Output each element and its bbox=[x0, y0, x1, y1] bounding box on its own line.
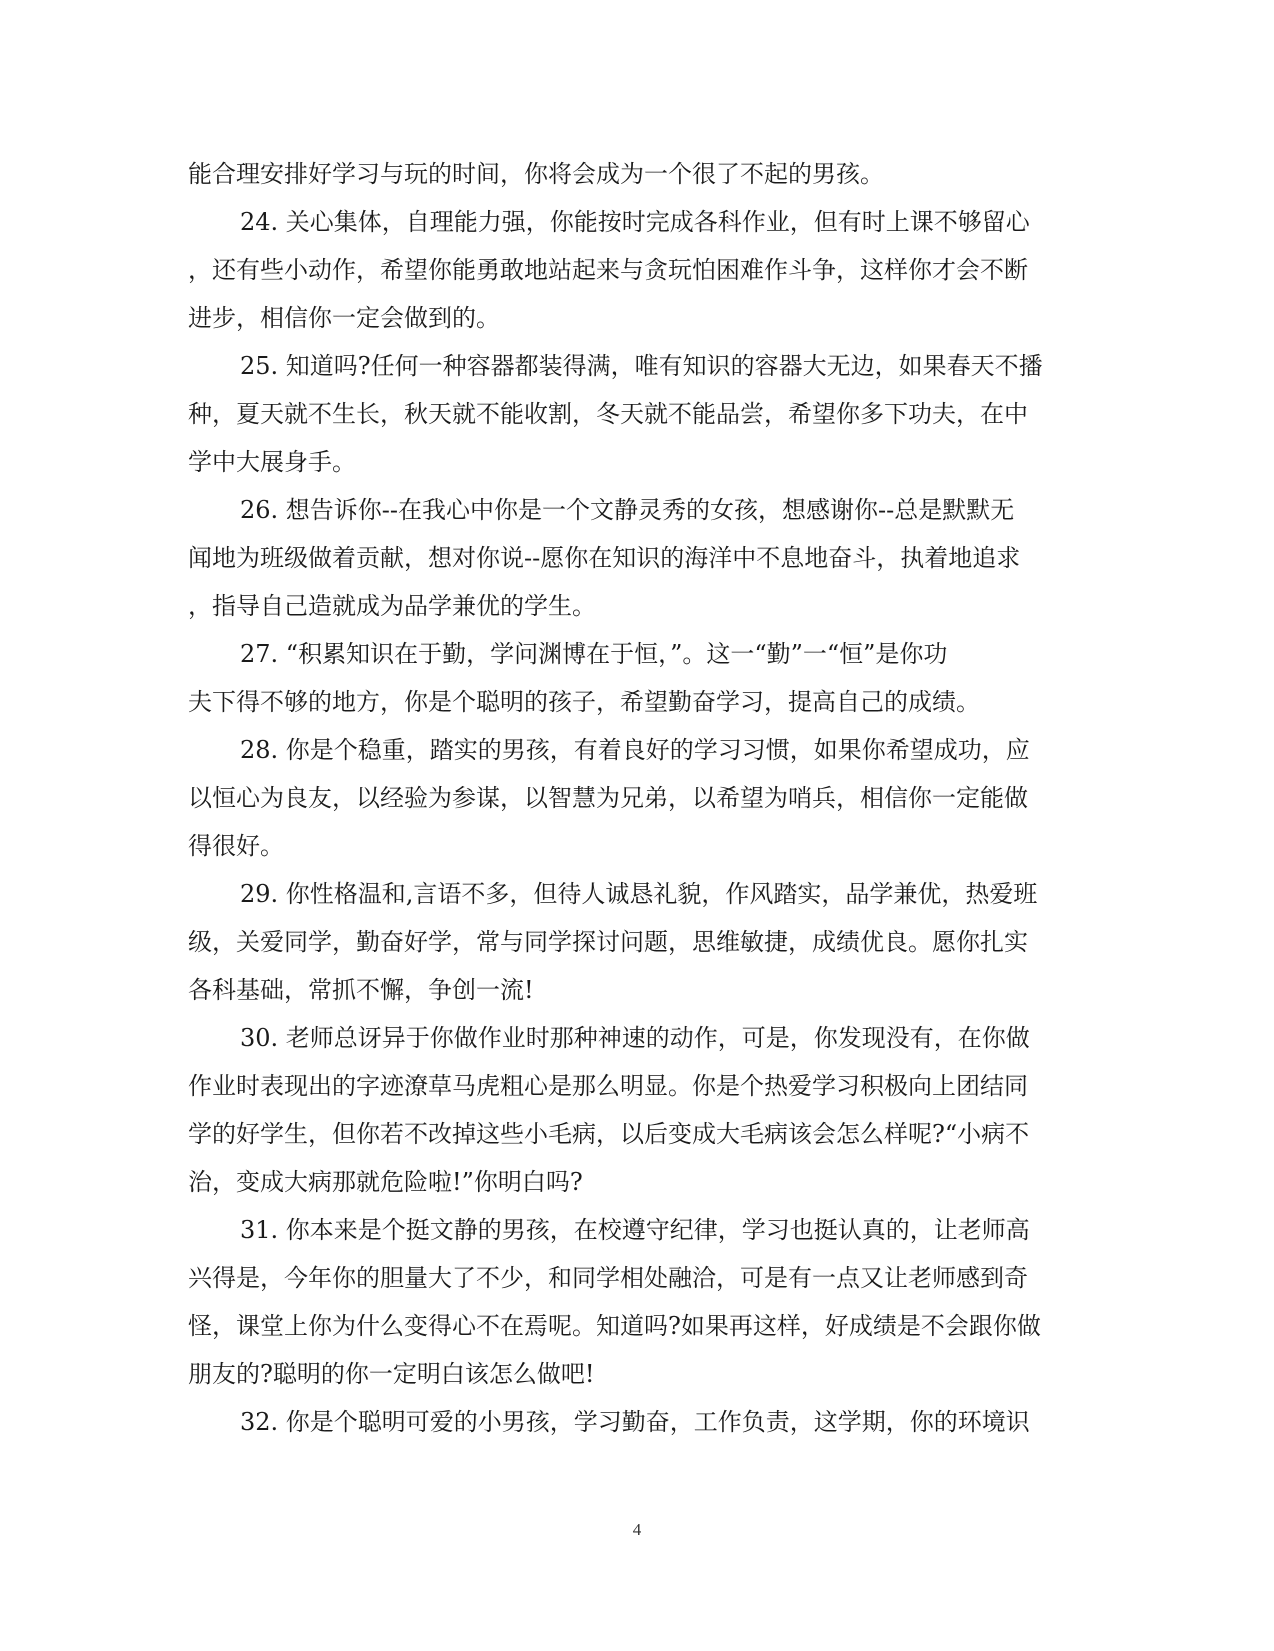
text-line: 28. 你是个稳重，踏实的男孩，有着良好的学习习惯，如果你希望成功，应 bbox=[240, 736, 1030, 764]
text-line: 25. 知道吗?任何一种容器都装得满，唯有知识的容器大无边，如果春天不播 bbox=[240, 352, 1043, 380]
text-line: 24. 关心集体，自理能力强，你能按时完成各科作业，但有时上课不够留心 bbox=[240, 208, 1030, 236]
text-line: 治，变成大病那就危险啦!”你明白吗? bbox=[188, 1168, 583, 1196]
text-line: 朋友的?聪明的你一定明白该怎么做吧! bbox=[188, 1360, 595, 1388]
text-line: 能合理安排好学习与玩的时间，你将会成为一个很了不起的男孩。 bbox=[188, 160, 884, 188]
page-number: 4 bbox=[632, 1520, 642, 1539]
text-line: 夫下得不够的地方，你是个聪明的孩子，希望勤奋学习，提高自己的成绩。 bbox=[188, 688, 980, 716]
text-line: 种，夏天就不生长，秋天就不能收割，冬天就不能品尝，希望你多下功夫，在中 bbox=[188, 400, 1028, 428]
text-line: 31. 你本来是个挺文静的男孩，在校遵守纪律，学习也挺认真的，让老师高 bbox=[240, 1216, 1030, 1244]
text-line: 27. “积累知识在于勤，学问渊博在于恒，”。这一“勤”一“恒”是你功 bbox=[240, 640, 948, 668]
text-line: 学中大展身手。 bbox=[188, 448, 356, 476]
text-line: 进步，相信你一定会做到的。 bbox=[188, 304, 500, 332]
text-line: ，指导自己造就成为品学兼优的学生。 bbox=[188, 592, 596, 620]
text-line: 各科基础，常抓不懈，争创一流! bbox=[188, 976, 534, 1004]
text-line: 兴得是，今年你的胆量大了不少，和同学相处融洽，可是有一点又让老师感到奇 bbox=[188, 1264, 1028, 1292]
text-line: 30. 老师总讶异于你做作业时那种神速的动作，可是，你发现没有，在你做 bbox=[240, 1024, 1030, 1052]
text-line: 学的好学生，但你若不改掉这些小毛病，以后变成大毛病该会怎么样呢?“小病不 bbox=[188, 1120, 1030, 1148]
text-line: 26. 想告诉你--在我心中你是一个文静灵秀的女孩，想感谢你--总是默默无 bbox=[240, 496, 1015, 524]
text-line: 怪，课堂上你为什么变得心不在焉呢。知道吗?如果再这样，好成绩是不会跟你做 bbox=[188, 1312, 1041, 1340]
text-line: 32. 你是个聪明可爱的小男孩，学习勤奋，工作负责，这学期，你的环境识 bbox=[240, 1408, 1030, 1436]
text-line: ，还有些小动作，希望你能勇敢地站起来与贪玩怕困难作斗争，这样你才会不断 bbox=[188, 256, 1028, 284]
text-line: 级，关爱同学，勤奋好学，常与同学探讨问题，思维敏捷，成绩优良。愿你扎实 bbox=[188, 928, 1028, 956]
document-body bbox=[188, 150, 1074, 1446]
text-line: 得很好。 bbox=[188, 832, 284, 860]
text-line: 作业时表现出的字迹潦草马虎粗心是那么明显。你是个热爱学习积极向上团结同 bbox=[188, 1072, 1028, 1100]
text-line: 以恒心为良友，以经验为参谋，以智慧为兄弟，以希望为哨兵，相信你一定能做 bbox=[188, 784, 1028, 812]
text-line: 29. 你性格温和,言语不多，但待人诚恳礼貌，作风踏实，品学兼优，热爱班 bbox=[240, 880, 1038, 908]
text-line: 闻地为班级做着贡献，想对你说--愿你在知识的海洋中不息地奋斗，执着地追求 bbox=[188, 544, 1021, 572]
